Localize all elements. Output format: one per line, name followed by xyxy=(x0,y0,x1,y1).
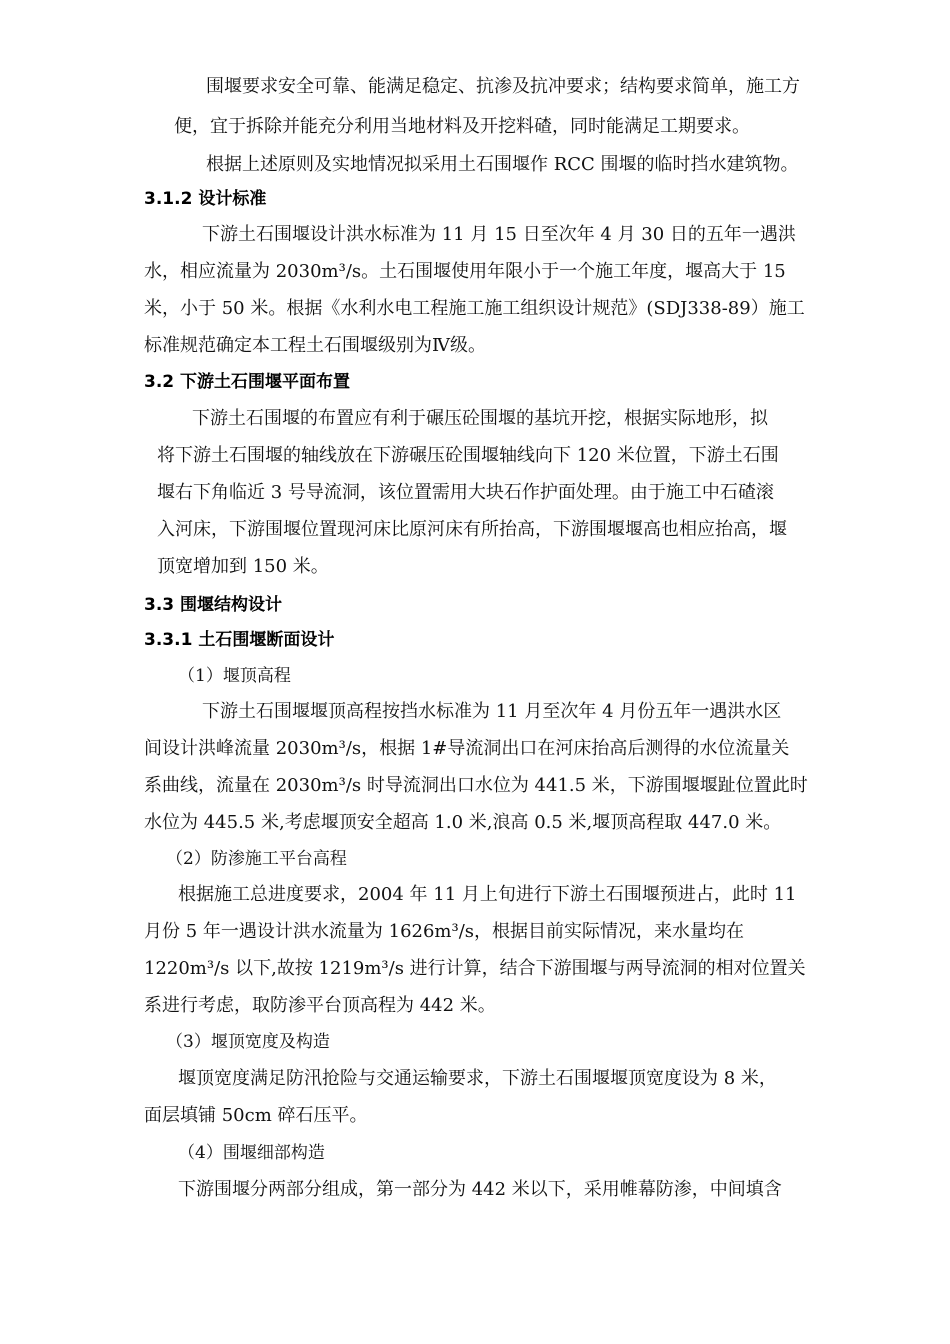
paragraph-line: 根据施工总进度要求，2004 年 11 月上旬进行下游土石围堰预进占，此时 11 xyxy=(178,884,797,905)
paragraph-line: 便，宜于拆除并能充分利用当地材料及开挖料碴，同时能满足工期要求。 xyxy=(174,116,750,137)
paragraph-line: 1220m³/s 以下,故按 1219m³/s 进行计算，结合下游围堰与两导流洞的相对位置关 xyxy=(144,958,806,979)
paragraph-line: 下游土石围堰设计洪水标准为 11 月 15 日至次年 4 月 30 日的五年一遇洪 xyxy=(202,224,796,245)
paragraph-line: 系曲线，流量在 2030m³/s 时导流洞出口水位为 441.5 米，下游围堰堰趾位置此时 xyxy=(144,775,808,796)
paragraph-line: 米，小于 50 米。根据《水利水电工程施工施工组织设计规范》(SDJ338-89）施工 xyxy=(144,298,805,319)
paragraph-line: 堰右下角临近 3 号导流洞，该位置需用大块石作护面处理。由于施工中石碴滚 xyxy=(157,482,774,503)
subheading-4: （4）围堰细部构造 xyxy=(178,1143,325,1163)
section-heading-3-2: 3.2 下游土石围堰平面布置 xyxy=(144,372,351,392)
section-heading-3-3-1: 3.3.1 土石围堰断面设计 xyxy=(144,630,335,650)
paragraph-line: 系进行考虑，取防渗平台顶高程为 442 米。 xyxy=(144,995,496,1016)
subheading-3: （3）堰顶宽度及构造 xyxy=(166,1032,330,1052)
paragraph-line: 标准规范确定本工程土石围堰级别为Ⅳ级。 xyxy=(144,335,486,356)
paragraph-line: 入河床，下游围堰位置现河床比原河床有所抬高，下游围堰堰高也相应抬高，堰 xyxy=(157,519,787,540)
paragraph-line: 堰顶宽度满足防汛抢险与交通运输要求，下游土石围堰堰顶宽度设为 8 米， xyxy=(178,1068,777,1089)
paragraph-line: 将下游土石围堰的轴线放在下游碾压砼围堰轴线向下 120 米位置，下游土石围 xyxy=(157,445,779,466)
subheading-1: （1）堰顶高程 xyxy=(178,666,291,686)
section-heading-3-3: 3.3 围堰结构设计 xyxy=(144,595,283,615)
paragraph-line: 下游土石围堰的布置应有利于碾压砼围堰的基坑开挖，根据实际地形，拟 xyxy=(192,408,768,429)
paragraph-line: 面层填铺 50cm 碎石压平。 xyxy=(144,1105,368,1126)
paragraph-line: 下游土石围堰堰顶高程按挡水标准为 11 月至次年 4 月份五年一遇洪水区 xyxy=(202,701,782,722)
paragraph-line: 根据上述原则及实地情况拟采用土石围堰作 RCC 围堰的临时挡水建筑物。 xyxy=(206,154,799,175)
section-heading-3-1-2: 3.1.2 设计标准 xyxy=(144,189,267,209)
paragraph-line: 围堰要求安全可靠、能满足稳定、抗渗及抗冲要求；结构要求简单，施工方 xyxy=(206,76,800,97)
paragraph-line: 水位为 445.5 米,考虑堰顶安全超高 1.0 米,浪高 0.5 米,堰顶高程取 447.0 米。 xyxy=(144,812,782,833)
subheading-2: （2）防渗施工平台高程 xyxy=(166,849,347,869)
paragraph-line: 间设计洪峰流量 2030m³/s，根据 1#导流洞出口在河床抬高后测得的水位流量关 xyxy=(144,738,790,759)
paragraph-line: 水，相应流量为 2030m³/s。土石围堰使用年限小于一个施工年度，堰高大于 15 xyxy=(144,261,786,282)
paragraph-line: 顶宽增加到 150 米。 xyxy=(157,556,329,577)
paragraph-line: 下游围堰分两部分组成，第一部分为 442 米以下，采用帷幕防渗，中间填含 xyxy=(178,1179,782,1200)
paragraph-line: 月份 5 年一遇设计洪水流量为 1626m³/s，根据目前实际情况，来水量均在 xyxy=(144,921,745,942)
